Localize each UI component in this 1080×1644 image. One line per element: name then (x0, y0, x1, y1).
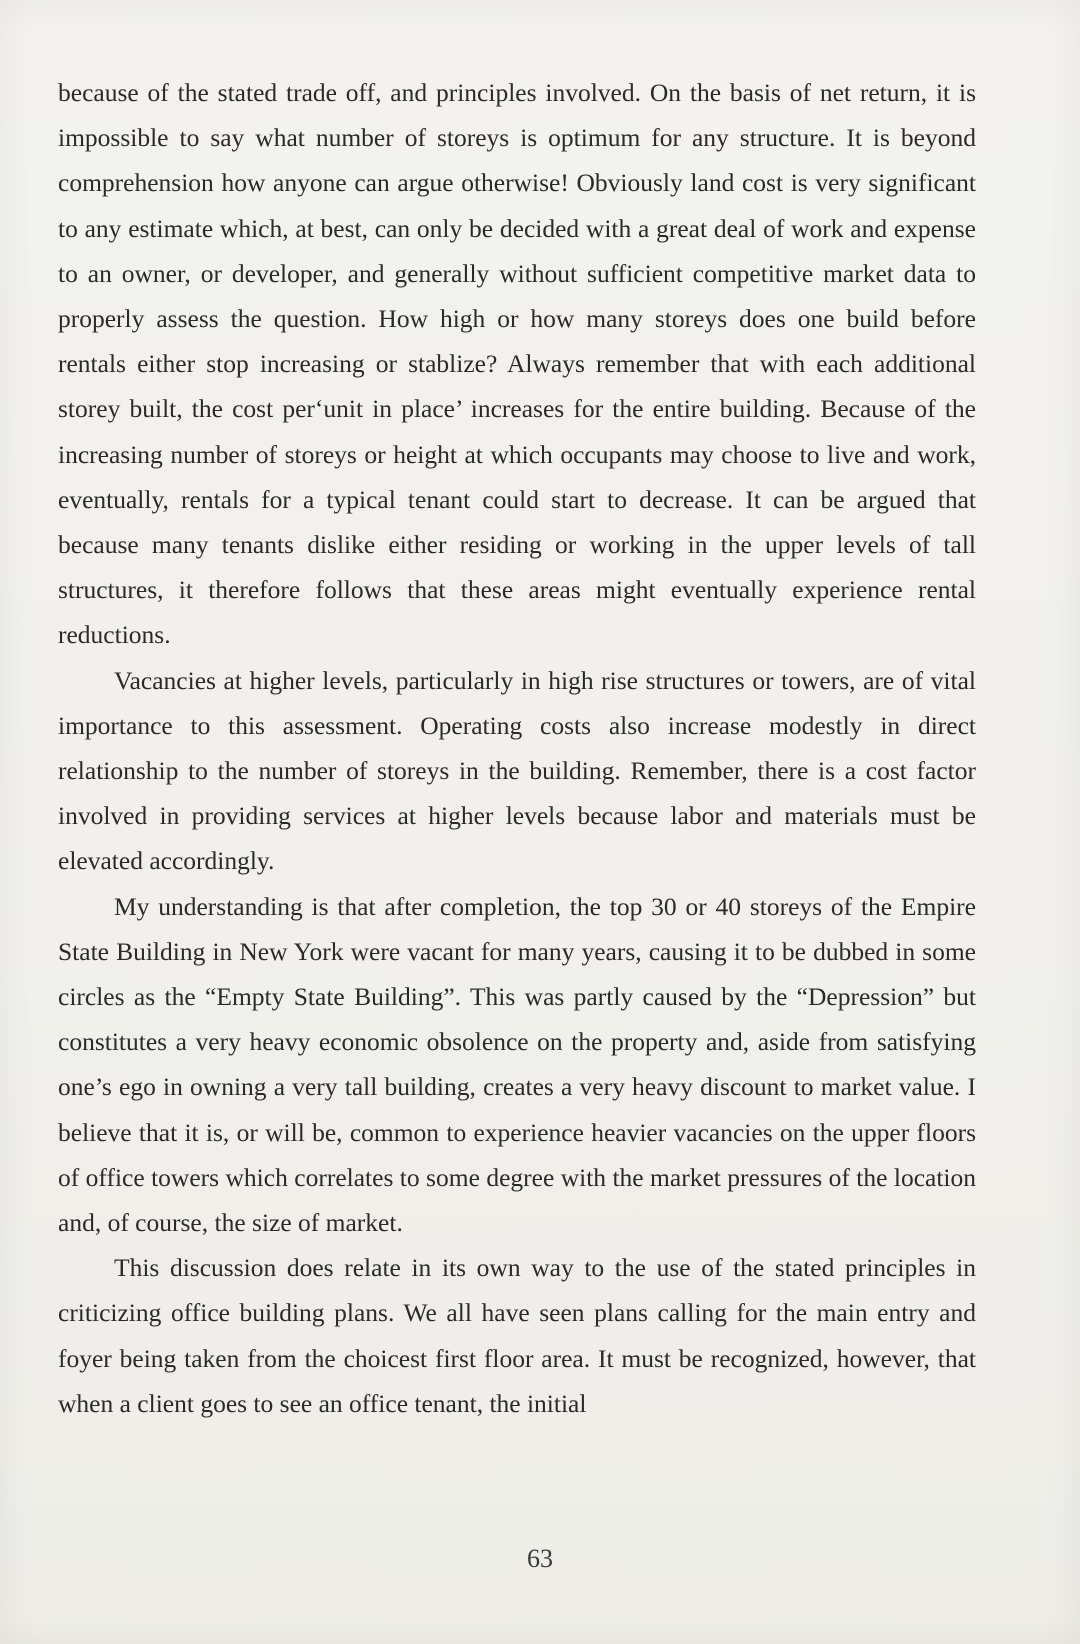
paragraph-4: This discussion does relate in its own way to the use of the stated principles in criticizing office building plans. We all have seen plans calling for the main entry and foyer being taken from the choicest first floor area. It must be recognized, however, that when a client goes to see an office tenant, the initial (58, 1253, 976, 1418)
body-text (58, 70, 976, 1426)
paragraph-3: My understanding is that after completion, the top 30 or 40 storeys of the Empire State Building in New York were vacant for many years, causing it to be dubbed in some circles as the “Empty State Building”. This was partly caused by the “Depression” but constitutes a very heavy economic obsolence on the property and, aside from satisfying one’s ego in owning a very tall building, creates a very heavy discount to market value. I believe that it is, or will be, common to experience heavier vacancies on the upper floors of office towers which correlates to some degree with the market pressures of the location and, of course, the size of market. (58, 891, 976, 1238)
page-number: 63 (527, 1544, 553, 1573)
paragraph-2: Vacancies at higher levels, particularly in high rise structures or towers, are of vital importance to this assessment. Operating costs also increase modestly in direct relationship to the number of storeys in the building. Remember, there is a cost factor involved in providing services at higher levels because labor and materials must be elevated accordingly. (58, 665, 976, 876)
paragraph-1: because of the stated trade off, and principles involved. On the basis of net return, it is impossible to say what number of storeys is optimum for any structure. It is beyond comprehension how anyone can argue otherwise! Obviously land cost is very significant to any estimate which, at best, can only be decided with a great deal of work and expense to an owner, or developer, and generally without sufficient competitive market data to properly assess the question. How high or how many storeys does one build before rentals either stop increasing or stablize? Always remember that with each additional storey built, the cost per‘unit in place’ increases for the entire building. Because of the increasing number of storeys or height at which occupants may choose to live and work, eventually, rentals for a typical tenant could start to decrease. It can be argued that because many tenants dislike either residing or working in the upper levels of tall structures, it therefore follows that these areas might eventually experience rental reductions. (58, 78, 976, 650)
